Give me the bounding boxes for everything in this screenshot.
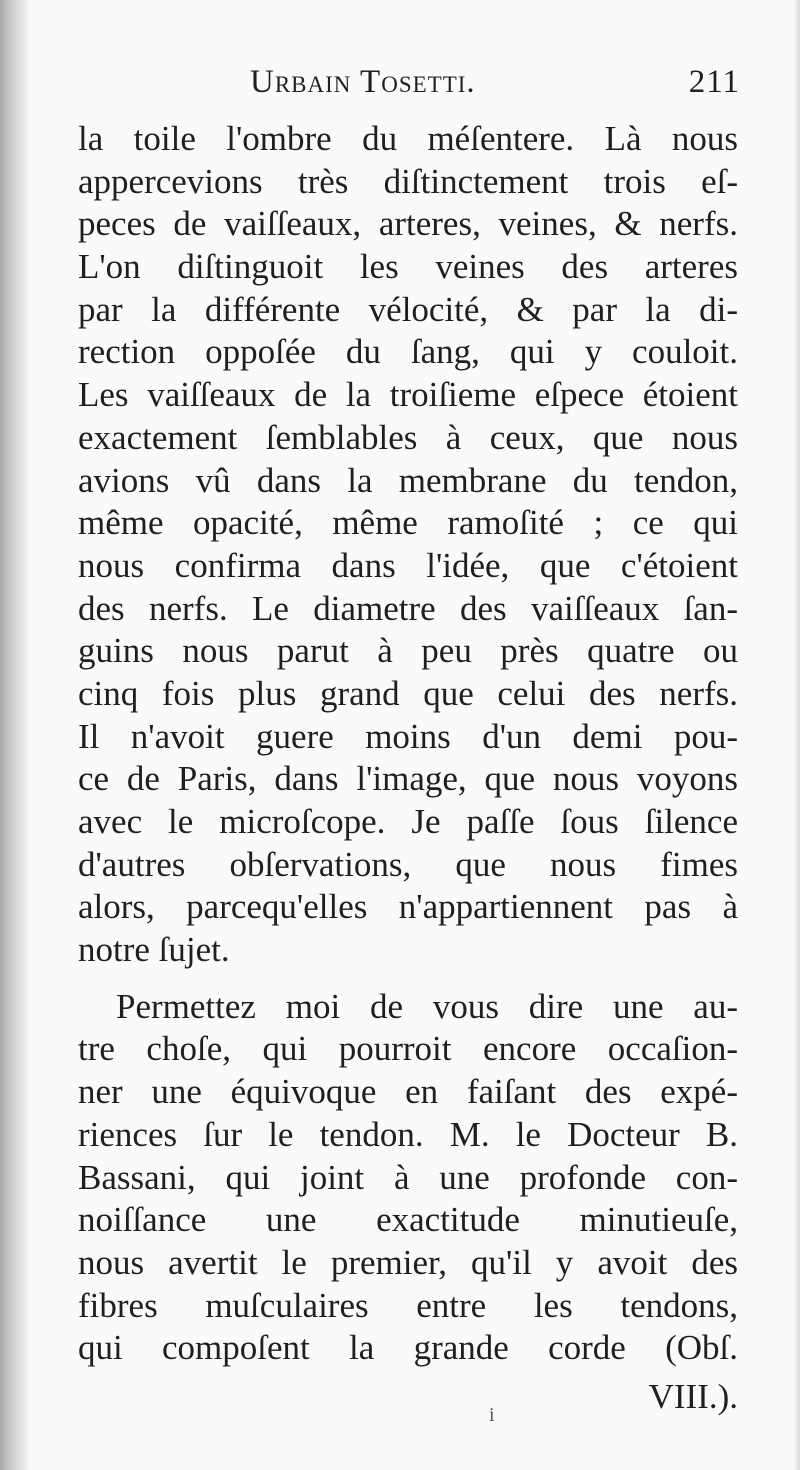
text-line: ce de Paris, dans l'image, que nous voyons [78,759,738,799]
text-line: guins nous parut à peu près quatre ou [78,631,738,671]
closing-line: VIII.). [648,1376,738,1416]
paragraph-1 [78,118,738,972]
text-line: Il n'avoit guere moins d'un demi pou- [78,716,738,756]
text-line: tre choſe, qui pourroit encore occaſion- [78,1029,738,1069]
running-title: Urbain Tosetti. [250,64,476,100]
text-line: peces de vaiſſeaux, arteres, veines, & nerfs. [78,204,738,244]
text-line: noiſſance une exactitude minutieuſe, [78,1200,738,1240]
paragraph-2 [78,986,738,1419]
text-line: alors, parcequ'elles n'appartiennent pas à [78,887,738,927]
text-line: la toile l'ombre du méſentere. Là nous [78,119,738,158]
text-line: cinq fois plus grand que celui des nerfs. [78,673,738,713]
signature-mark: i [489,1404,495,1426]
text-line: L'on diſtinguoit les veines des arteres [78,247,738,287]
text-line: ner une équivoque en faiſant des expé- [78,1072,738,1112]
running-head [200,64,740,114]
text-line: notre ſujet. [78,930,230,970]
paragraph-gap [78,972,738,986]
text-line: avec le microſcope. Je paſſe ſous ſilence [78,802,738,841]
body-text [78,118,738,1419]
text-line: nous confirma dans l'idée, que c'étoient [78,545,738,585]
text-line: appercevions très diſtinctement trois eſ- [78,161,738,201]
text-line: des nerfs. Le diametre des vaiſſeaux ſan- [78,588,738,628]
text-line: rection oppoſée du ſang, qui y couloit. [78,332,738,372]
text-line: par la différente vélocité, & par la di- [78,289,738,329]
text-line: riences ſur le tendon. M. le Docteur B. [78,1114,738,1154]
text-line: fibres muſculaires entre les tendons, [78,1285,738,1325]
page-number: 211 [688,64,740,100]
text-line: Permettez moi de vous dire une au- [116,986,738,1026]
text-line: même opacité, même ramoſité ; ce qui [78,503,738,543]
text-line: exactement ſemblables à ceux, que nous [78,417,738,457]
text-line: qui compoſent la grande corde (Obſ. [78,1328,738,1368]
text-line: Les vaiſſeaux de la troiſieme eſpece étoient [78,375,738,415]
text-line: d'autres obſervations, que nous fimes [78,844,738,884]
page-edge [794,0,800,1470]
text-line: Bassani, qui joint à une profonde con- [78,1157,738,1197]
text-line: avions vû dans la membrane du tendon, [78,460,738,500]
text-line: nous avertit le premier, qu'il y avoit des [78,1242,738,1282]
binding-gutter-shadow [0,0,28,1470]
